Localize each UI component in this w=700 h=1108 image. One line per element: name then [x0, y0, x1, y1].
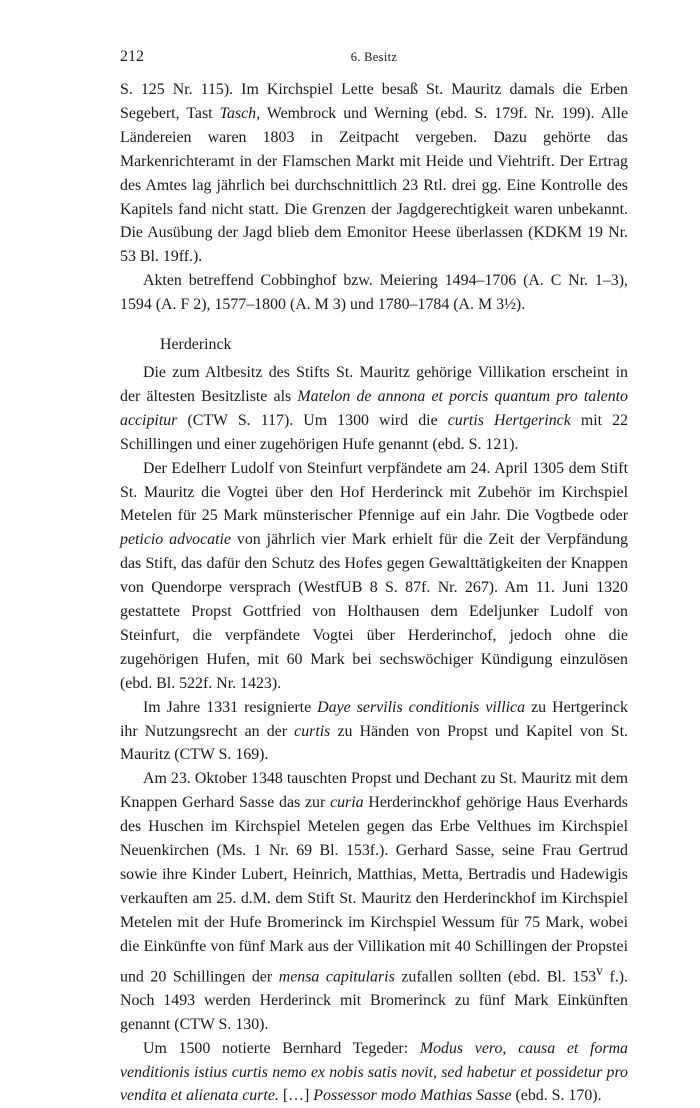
running-head: 6. Besitz	[350, 50, 398, 64]
page-header	[120, 48, 628, 70]
page-number: 212	[120, 48, 144, 65]
paragraph-records-cobbinghof: Akten betreffend Cobbinghof bzw. Meiering 1494–1706 (A. C Nr. 1–3), 1594 (A. F 2), 1577–1800 (A. M 3) und 1780–1784 (A. M 3½).	[120, 272, 628, 314]
paragraph: Der Edelherr Ludolf von Steinfurt verpfändete am 24. April 1305 dem Stift St. Mauritz die Vogtei über den Hof Herderinck mit Zubehör im Kirchspiel Metelen für 25 Mark münsterischer Pfennige auf ein Jahr. Die Vogtbede oder peticio advocatie von jährlich vier Mark erhielt für die Zeit der Verpfändung das Stift, das dafür den Schutz des Hofes gegen Gewalttätigkeiten der Knappen von Quendorpe versprach (WestfUB 8 S. 87f. Nr. 267). Am 11. Juni 1320 gestattete Propst Gottfried von Holthausen dem Edeljunker Ludolf von Steinfurt, die verpfändete Vogtei über Herderinchof, jedoch ohne die zugehörigen Hufen, mit 60 Mark bei sechswöchiger Kündigung einzulösen (ebd. Bl. 522f. Nr. 1423).	[120, 459, 629, 692]
paragraph-continuation: S. 125 Nr. 115). Im Kirchspiel Lette besaß St. Mauritz damals die Erben Segebert, Tast Tasch, Wembrock und Werning (ebd. S. 179f. Nr. 199). Alle Ländereien waren 1803 in Zeitpacht vergeben. Dazu gehörte das Markenrichteramt in der Flamschen Markt mit Heide und Viehtrift. Der Ertrag des Amtes lag jährlich bei durchschnittlich 23 Rtl. drei gg. Eine Kontrolle des Kapitels fand nicht statt. Die Grenzen der Jagdgerechtigkeit waren unbekannt. Die Ausübung der Jagd blieb dem Emonitor Heese überlassen (KDKM 19 Nr. 53 Bl. 19ff.).	[120, 81, 628, 266]
paragraph: Am 23. Oktober 1348 tauschten Propst und Dechant zu St. Mauritz mit dem Knappen Gerhard Sasse das zur curia Herderinckhof gehörige Haus Everhards des Huschen im Kirchspiel Metelen gegen das Erbe Velthues im Kirchspiel Neuenkirchen (Ms. 1 Nr. 69 Bl. 153f.). Gerhard Sasse, seine Frau Gertrud sowie ihre Kinder Lubert, Heinrich, Matthias, Metta, Bertradis und Hadewigis verkauften am 25. d.M. dem Stift St. Mauritz den Herderinckhof im Kirchspiel Metelen mit der Hufe Bromerinck im Kirchspiel Wessum für 75 Mark, wobei die Einkünfte von fünf Mark aus der Villikation mit 40 Schillingen der Propstei und 20 Schillingen der mensa capitularis zufallen sollten (ebd. Bl. 153$^v$ f.). Noch 1493 werden Herderinck mit Bromerinck zu fünf Mark Einkünften genannt (CTW S. 130).	[120, 770, 628, 1033]
section-heading: Herderinck	[160, 336, 232, 354]
paragraph: Die zum Altbesitz des Stifts St. Mauritz gehörige Villikation erscheint in der ältesten Besitzliste als Matelon de annona et porcis quantum pro talento accipitur (CTW S. 117). Um 1300 wird die curtis Hertgerinck mit 22 Schillingen und einer zugehörigen Hufe genannt (ebd. S. 121).	[120, 363, 628, 453]
body-text	[120, 78, 628, 1108]
paragraph: Um 1500 notierte Bernhard Tegeder: Modus vero, causa et forma venditionis istius curtis nemo ex nobis satis novit, sed habetur et possidetur pro vendita et alienata curte. […] Possessor modo Mathias Sasse (ebd. S. 170).	[120, 1039, 628, 1105]
paragraph: Im Jahre 1331 resignierte Daye servilis conditionis villica zu Hertgerinck ihr Nutzungsrecht an der curtis zu Händen von Propst und Kapitel von St. Mauritz (CTW S. 169).	[120, 698, 628, 764]
